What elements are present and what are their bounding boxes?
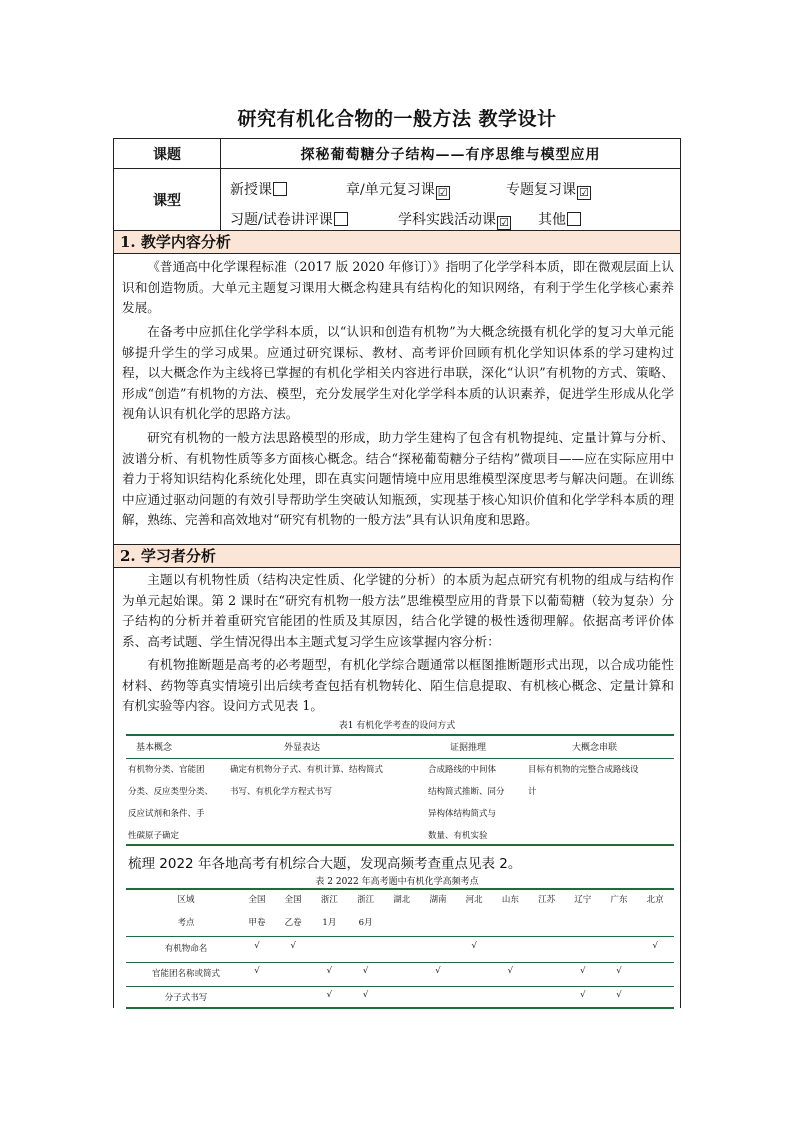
table2-row-label: 分子式书写 <box>164 993 208 1003</box>
table1-cell: 反应试剂和条件、手 <box>128 809 205 819</box>
section-learner-analysis-header: 2. 学习者分析 <box>114 545 680 568</box>
table2-row-label: 官能团名称或简式 <box>151 969 220 979</box>
table2-region-header: 山东 <box>501 895 519 905</box>
option-new-lesson: 新授课 <box>230 179 287 199</box>
table1-cell: 分类、反应类型分类、 <box>128 787 214 797</box>
table2-region-subheader: 乙卷 <box>284 918 302 928</box>
table1-header-expression: 外显表达 <box>284 743 321 753</box>
checkbox-other[interactable] <box>567 212 581 226</box>
table1-cell: 合成路线的中间体 <box>428 765 497 775</box>
checkbox-practice-activity[interactable]: ☑ <box>497 216 511 230</box>
table2-region-header: 全国 <box>248 895 266 905</box>
table1-cell: 性碳原子确定 <box>128 831 180 841</box>
content-analysis-paragraph-1: 《普通高中化学课程标准（2017 版 2020 年修订）》指明了化学学科本质，即在微观层面上认识和创造物质。大单元主题复习课用大概念构建具有结构化的知识网络，有利于学生化学核心素养发展。 <box>122 259 674 316</box>
table2-check-mark: √ <box>362 966 369 976</box>
table1-cell: 异构体结构简式与 <box>428 809 497 819</box>
checkbox-unit-review[interactable]: ☑ <box>436 186 450 200</box>
table2-corner-region: 区域 <box>177 895 195 905</box>
table2-check-mark: √ <box>616 990 622 1000</box>
option-other: 其他 <box>538 209 581 229</box>
table2-check-mark: √ <box>435 966 441 976</box>
table2-check-mark: √ <box>290 941 296 951</box>
topic-value: 探秘葡萄糖分子结构——有序思维与模型应用 <box>300 146 601 163</box>
table2-region-header: 河北 <box>465 895 483 905</box>
table1-cell: 确定有机物分子式、有机计算、结构简式 <box>230 765 384 775</box>
lesson-plan-table <box>113 138 681 1008</box>
learner-analysis-paragraph-1: 主题以有机物性质（结构决定性质、化学键的分析）的本质为起点研究有机物的组成与结构作为单元起始课。第 2 课时在“研究有机物一般方法”思维模型应用的背景下以葡萄糖（较为复杂）分子结构的分析并着重研究官能团的性质及其原因，结合化学键的极性透彻理解。依据高考评价体系、高考试题、学生情况得出本主题式复习学生应该掌握内容分析： <box>122 572 674 649</box>
table1-header-basic: 基本概念 <box>136 743 173 753</box>
section-learner-analysis-body <box>114 568 680 1009</box>
table2-check-mark: √ <box>326 990 333 1000</box>
table2-region-header: 浙江 <box>320 895 338 905</box>
table2-region-subheader: 1月 <box>322 918 337 928</box>
table2-region-header: 广东 <box>610 895 628 905</box>
table2-check-mark: √ <box>507 966 514 976</box>
question-methods-table <box>126 734 674 846</box>
topic-label: 课题 <box>153 146 181 163</box>
section-content-analysis-body <box>114 254 680 545</box>
table2-region-header: 湖南 <box>429 895 447 905</box>
table2-region-header: 湖北 <box>393 895 411 905</box>
table1-cell: 目标有机物的完整合成路线设 <box>528 765 639 775</box>
frequency-table <box>126 888 674 1008</box>
table2-check-mark: √ <box>652 941 658 951</box>
table1-caption: 表1 有机化学考查的设问方式 <box>338 721 456 731</box>
table2-check-mark: √ <box>254 941 260 951</box>
table1-cell: 数量、有机实验 <box>428 831 488 841</box>
checkbox-exercise-review[interactable] <box>334 212 348 226</box>
table2-check-mark: √ <box>616 966 622 976</box>
topic-row <box>114 139 680 169</box>
option-exercise-review: 习题/试卷讲评课 <box>230 209 348 229</box>
table2-caption: 表 2 2022 年高考题中有机化学高频考点 <box>315 877 479 887</box>
table2-region-header: 浙江 <box>357 895 375 905</box>
document-title: 研究有机化合物的一般方法 教学设计 <box>237 108 557 130</box>
table2-intro-text: 梳理 2022 年各地高考有机综合大题，发现高频考查重点见表 2。 <box>128 856 522 872</box>
option-topic-review: 专题复习课 ☑ <box>506 179 591 200</box>
table1-header-evidence: 证据推理 <box>450 743 487 753</box>
table2-check-mark: √ <box>580 990 586 1000</box>
table2-corner-topic: 考点 <box>177 918 195 928</box>
section-content-analysis-header: 1. 教学内容分析 <box>114 231 680 254</box>
checkbox-new-lesson[interactable] <box>273 182 287 196</box>
table1-cell: 结构简式推断、同分 <box>428 787 505 797</box>
checkbox-topic-review[interactable]: ☑ <box>577 186 591 200</box>
table2-check-mark: √ <box>580 966 586 976</box>
option-unit-review: 章/单元复习课 ☑ <box>346 179 450 200</box>
table2-region-subheader: 6月 <box>358 918 373 928</box>
content-analysis-paragraph-2: 在备考中应抓住化学学科本质，以“认识和创造有机物”为大概念统摄有机化学的复习大单元能够提升学生的学习成果。应通过研究课标、教材、高考评价回顾有机化学知识体系的学习建构过程，以大概念作为主线将已掌握的有机化学相关内容进行串联，深化“认识”有机物的方式、策略、形成“创造”有机物的方法、模型，充分发展学生对化学学科本质的认识素养，促进学生形成从化学视角认识有机化学的思路方法。 <box>122 324 674 422</box>
table2-row-label: 有机物命名 <box>164 944 208 954</box>
table2-region-header: 北京 <box>646 895 664 905</box>
table1-cell: 计 <box>528 787 537 797</box>
lesson-type-row <box>114 169 680 231</box>
table2-check-mark: √ <box>254 966 260 976</box>
option-practice-activity: 学科实践活动课 ☑ <box>398 209 511 230</box>
table2-check-mark: √ <box>362 990 369 1000</box>
table2-region-subheader: 甲卷 <box>248 918 266 928</box>
table2-region-header: 辽宁 <box>574 895 592 905</box>
table2-region-header: 全国 <box>284 895 302 905</box>
table2-check-mark: √ <box>471 941 477 951</box>
content-analysis-paragraph-3: 研究有机物的一般方法思路模型的形成，助力学生建构了包含有机物提纯、定量计算与分析、波谱分析、有机物性质等多方面核心概念。结合“探秘葡萄糖分子结构”微项目——应在实际应用中着力于将知识结构化系统化处理，即在真实问题情境中应用思维模型深度思考与解决问题。在训练中应通过驱动问题的有效引导帮助学生突破认知瓶颈，实现基于核心知识价值和化学学科本质的理解，熟练、完善和高效地对“研究有机物的一般方法”具有认识角度和思路。 <box>122 430 674 528</box>
table2-region-header: 江苏 <box>538 895 556 905</box>
table2-check-mark: √ <box>326 966 333 976</box>
learner-analysis-paragraph-2: 有机物推断题是高考的必考题型，有机化学综合题通常以框图推断题形式出现，以合成功能性材料、药物等真实情境引出后续考查包括有机物转化、陌生信息提取、有机核心概念、定量计算和有机实验等内容。设问方式见表 1。 <box>122 657 674 714</box>
table1-header-big-concept: 大概念串联 <box>572 743 618 753</box>
lesson-type-label: 课型 <box>153 192 181 209</box>
table1-cell: 书写、有机化学方程式书写 <box>230 787 333 797</box>
table1-cell: 有机物分类、官能团 <box>128 765 205 775</box>
